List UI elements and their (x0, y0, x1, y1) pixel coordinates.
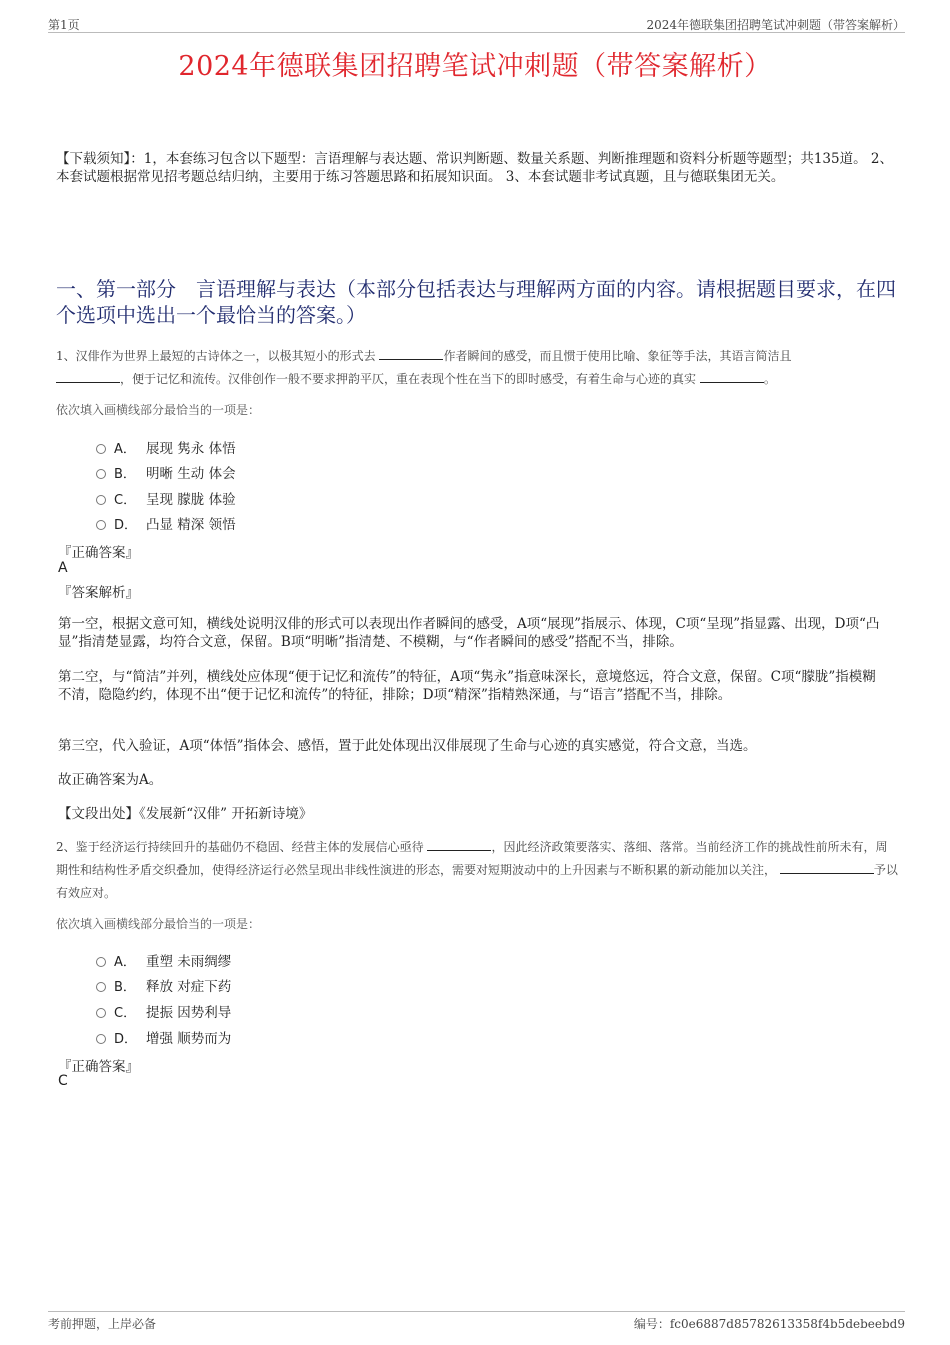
page-header (48, 14, 905, 33)
q2-option-d[interactable]: D． 增强 顺势而为 (96, 1027, 231, 1047)
q2-answer-label: 『正确答案』 (58, 1059, 139, 1075)
radio-icon[interactable] (96, 1034, 106, 1044)
q1-prompt: 依次填入画横线部分最恰当的一项是： (56, 403, 261, 417)
q2-option-b[interactable]: B． 释放 对症下药 (96, 975, 231, 995)
radio-icon[interactable] (96, 982, 106, 992)
q1-option-d[interactable]: D． 凸显 精深 领悟 (96, 513, 236, 533)
radio-icon[interactable] (96, 1008, 106, 1018)
q2-option-a[interactable]: A． 重塑 未雨绸缪 (96, 950, 231, 970)
page-footer (48, 1311, 905, 1332)
q1-text-3: ，便于记忆和流传。汉俳创作一般不要求押韵平仄，重在表现个性在当下的即时感受，有着生命与心迹的真实 (120, 372, 697, 386)
download-notice: 【下载须知】：1，本套练习包含以下题型：言语理解与表达题、常识判断题、数量关系题、判断推理题和资料分析题等题型；共135道。 2、本套试题根据常见招考题总结归纳，主要用于练习答题思路和拓展知识面。 3、本套试题非考试真题，且与德联集团无关。 (56, 151, 893, 185)
q1-text-4: 。 (763, 372, 776, 386)
radio-icon[interactable] (96, 469, 106, 479)
footer-slogan: 考前押题，上岸必备 (48, 1317, 157, 1331)
q1-option-c[interactable]: C． 呈现 朦胧 体验 (96, 488, 236, 508)
q2-prompt: 依次填入画横线部分最恰当的一项是： (56, 917, 261, 931)
q2-blank-1 (427, 838, 491, 851)
q1-answer-label: 『正确答案』 (58, 545, 139, 561)
q1-analysis-2: 第二空，与“简洁”并列，横线处应体现“便于记忆和流传”的特征，A项“隽永”指意味深长，意境悠远，符合文意，保留。C项“朦胧”指模糊不清，隐隐约约，体现不出“便于记忆和流传”的特征，排除；D项“精深”指精熟深通，与“语言”搭配不当，排除。 (58, 669, 876, 703)
q1-source: 【文段出处】《发展新“汉俳” 开拓新诗境》 (58, 806, 313, 822)
q1-text-1: 1、汉俳作为世界上最短的古诗体之一，以极其短小的形式去 (56, 349, 376, 363)
q1-analysis-label: 『答案解析』 (58, 585, 139, 601)
question-2-stem (56, 836, 898, 905)
q2-text-1: 2、鉴于经济运行持续回升的基础仍不稳固、经营主体的发展信心亟待 (56, 840, 424, 854)
document-title: 2024年德联集团招聘笔试冲刺题（带答案解析） (178, 51, 772, 82)
q1-blank-2 (56, 370, 120, 383)
q1-blank-1 (379, 347, 443, 360)
radio-icon[interactable] (96, 957, 106, 967)
footer-serial: 编号：fc0e6887d85782613358f4b5debeebd9 (633, 1317, 905, 1331)
q1-analysis-1: 第一空，根据文意可知，横线处说明汉俳的形式可以表现出作者瞬间的感受，A项“展现”指展示、体现，C项“呈现”指显露、出现，D项“凸显”指清楚显露，均符合文意，保留。B项“明晰”指清楚、不模糊，与“作者瞬间的感受”搭配不当，排除。 (58, 616, 880, 650)
q2-text-2: ，因此经济政策要落实、落细、落常。当前经济工作的挑战性前所未有，周期性和结构性矛盾交织叠加，使得经济运行必然呈现出非线性演进的形态，需要对短期波动中的上升因素与不断积累的新动能加以关注， (56, 840, 888, 877)
section-heading: 一、第一部分 言语理解与表达（本部分包括表达与理解两方面的内容。请根据题目要求，在四个选项中选出一个最恰当的答案。） (56, 277, 896, 327)
question-1-stem (56, 345, 898, 391)
q1-option-b[interactable]: B． 明晰 生动 体会 (96, 462, 236, 482)
radio-icon[interactable] (96, 495, 106, 505)
q2-blank-2 (780, 861, 874, 874)
q2-option-c[interactable]: C． 提振 因势利导 (96, 1001, 231, 1021)
q1-answer: A (58, 560, 68, 576)
q1-blank-3 (700, 370, 764, 383)
page-number: 第1页 (48, 18, 80, 32)
q1-text-2: 作者瞬间的感受，而且惯于使用比喻、象征等手法，其语言简洁且 (443, 349, 792, 363)
radio-icon[interactable] (96, 520, 106, 530)
q2-text-3: 予以有效应对。 (56, 863, 898, 900)
q1-analysis-3: 第三空，代入验证，A项“体悟”指体会、感悟，置于此处体现出汉俳展现了生命与心迹的真实感觉，符合文意，当选。 (58, 738, 757, 754)
q2-answer: C (58, 1073, 68, 1089)
header-title: 2024年德联集团招聘笔试冲刺题（带答案解析） (646, 18, 905, 32)
q1-analysis-4: 故正确答案为A。 (58, 772, 163, 788)
radio-icon[interactable] (96, 444, 106, 454)
q1-option-a[interactable]: A． 展现 隽永 体悟 (96, 437, 236, 457)
